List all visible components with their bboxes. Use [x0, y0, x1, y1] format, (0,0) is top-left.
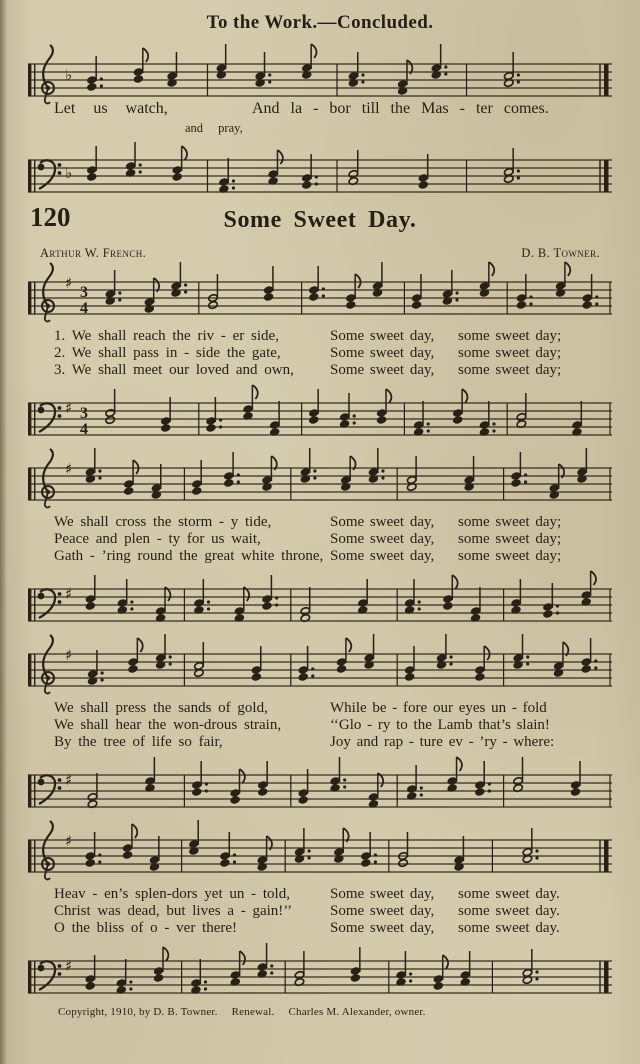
- verse-text: some sweet day;: [458, 328, 562, 344]
- bass-staff: [28, 567, 612, 633]
- verse-block: [28, 700, 612, 751]
- verse-block: [28, 886, 612, 937]
- verse-text: some sweet day.: [458, 903, 560, 919]
- verse-line: [54, 886, 612, 903]
- svg-text:3: 3: [80, 405, 88, 422]
- svg-text:♯: ♯: [65, 771, 73, 789]
- verse-line: [54, 920, 612, 937]
- music-system-1: [28, 260, 612, 447]
- top-hymn-lyrics: [28, 100, 612, 120]
- verse-text: Gath - ’ring round the great white throne,: [54, 548, 324, 564]
- verse-text: [550, 717, 612, 734]
- lyric-text: And la - bor till the Mas - ter comes.: [252, 100, 549, 117]
- bass-staff: [28, 138, 612, 204]
- hymn-title: Some Sweet Day.: [223, 207, 417, 233]
- verse-text: We shall press the sands of gold,: [54, 700, 268, 716]
- svg-text:3: 3: [80, 284, 88, 301]
- svg-text:♭: ♭: [65, 66, 73, 84]
- hymn-number: 120: [30, 202, 71, 232]
- verse-text: We shall hear the won-drous strain,: [54, 717, 282, 733]
- verse-block: [28, 328, 612, 379]
- svg-text:♯: ♯: [65, 274, 73, 292]
- bass-staff: [28, 753, 612, 819]
- verse-text: 2. We shall pass in - side the gate,: [54, 345, 281, 361]
- treble-staff: [28, 446, 612, 512]
- verse-line: [54, 362, 612, 379]
- verse-text: By the tree of life so fair,: [54, 734, 223, 750]
- verse-text: Some sweet day,: [330, 886, 435, 902]
- verse-text: Some sweet day,: [330, 328, 435, 344]
- verse-text: Peace and plen - ty for us wait,: [54, 531, 261, 547]
- treble-staff: [28, 42, 612, 108]
- verse-text: Some sweet day,: [330, 920, 435, 936]
- byline-row: [40, 246, 600, 261]
- treble-staff: [28, 818, 612, 884]
- svg-text:4: 4: [80, 300, 88, 317]
- copyright-text: Charles M. Alexander, owner.: [288, 1006, 426, 1018]
- svg-text:♯: ♯: [65, 832, 73, 850]
- top-hymn-title: To the Work.—Concluded.: [206, 12, 434, 33]
- bass-staff: [28, 381, 612, 447]
- verse-line: [54, 903, 612, 920]
- book-spine-shadow: [0, 0, 7, 1064]
- svg-text:♯: ♯: [65, 957, 73, 975]
- verse-text: Some sweet day,: [330, 362, 435, 378]
- verse-text: ‘‘Glo - ry to the Lamb that’s slain!: [330, 717, 550, 733]
- verse-text: Some sweet day,: [330, 548, 435, 564]
- music-system-4: [28, 818, 612, 1005]
- verse-text: Heav - en’s splen-dors yet un - told,: [54, 886, 290, 902]
- svg-text:♯: ♯: [65, 646, 73, 664]
- copyright-text: Copyright, 1910, by D. B. Towner.: [58, 1006, 218, 1018]
- verse-text: O the bliss of o - ver there!: [54, 920, 238, 936]
- bass-staff: [28, 939, 612, 1005]
- verse-text: We shall cross the storm - y tide,: [54, 514, 272, 530]
- svg-text:♭: ♭: [65, 164, 73, 182]
- copyright-text: Renewal.: [231, 1006, 275, 1018]
- verse-text: [547, 700, 612, 717]
- copyright-line: [58, 1006, 440, 1018]
- svg-text:♯: ♯: [65, 399, 73, 417]
- lyric-echo-text: and pray,: [185, 121, 243, 135]
- verse-text: some sweet day;: [458, 514, 562, 530]
- verse-text: Christ was dead, but lives a - gain!’’: [54, 903, 293, 919]
- verse-text: some sweet day;: [458, 362, 562, 378]
- verse-text: 3. We shall meet our loved and own,: [54, 362, 294, 378]
- verse-line: [54, 548, 612, 565]
- verse-text: some sweet day.: [458, 920, 560, 936]
- lyricist-name: Arthur W. French.: [40, 246, 147, 260]
- verse-line: [54, 345, 612, 362]
- verse-text: Some sweet day,: [330, 345, 435, 361]
- verse-text: [554, 734, 612, 751]
- music-system-3: [28, 632, 612, 819]
- verse-line: [54, 717, 612, 734]
- verse-text: some sweet day.: [458, 886, 560, 902]
- music-system-2: [28, 446, 612, 633]
- verse-line: [54, 531, 612, 548]
- lyric-text: Let us watch,: [54, 100, 168, 117]
- verse-text: some sweet day;: [458, 345, 562, 361]
- verse-line: [54, 700, 612, 717]
- verse-line: [54, 734, 612, 751]
- treble-staff: [28, 260, 612, 326]
- svg-text:♯: ♯: [65, 460, 73, 478]
- verse-text: Joy and rap - ture ev - ’ry - where:: [330, 734, 555, 750]
- verse-line: [54, 328, 612, 345]
- verse-line: [54, 514, 612, 531]
- verse-text: Some sweet day,: [330, 531, 435, 547]
- verse-text: Some sweet day,: [330, 514, 435, 530]
- verse-text: some sweet day;: [458, 531, 562, 547]
- verse-text: some sweet day;: [458, 548, 562, 564]
- svg-text:♯: ♯: [65, 585, 73, 603]
- svg-text:4: 4: [80, 421, 88, 438]
- verse-text: 1. We shall reach the riv - er side,: [54, 328, 279, 344]
- composer-name: D. B. Towner.: [521, 246, 600, 260]
- verse-text: Some sweet day,: [330, 903, 435, 919]
- treble-staff: [28, 632, 612, 698]
- verse-text: While be - fore our eyes un - fold: [330, 700, 547, 716]
- verse-block: [28, 514, 612, 565]
